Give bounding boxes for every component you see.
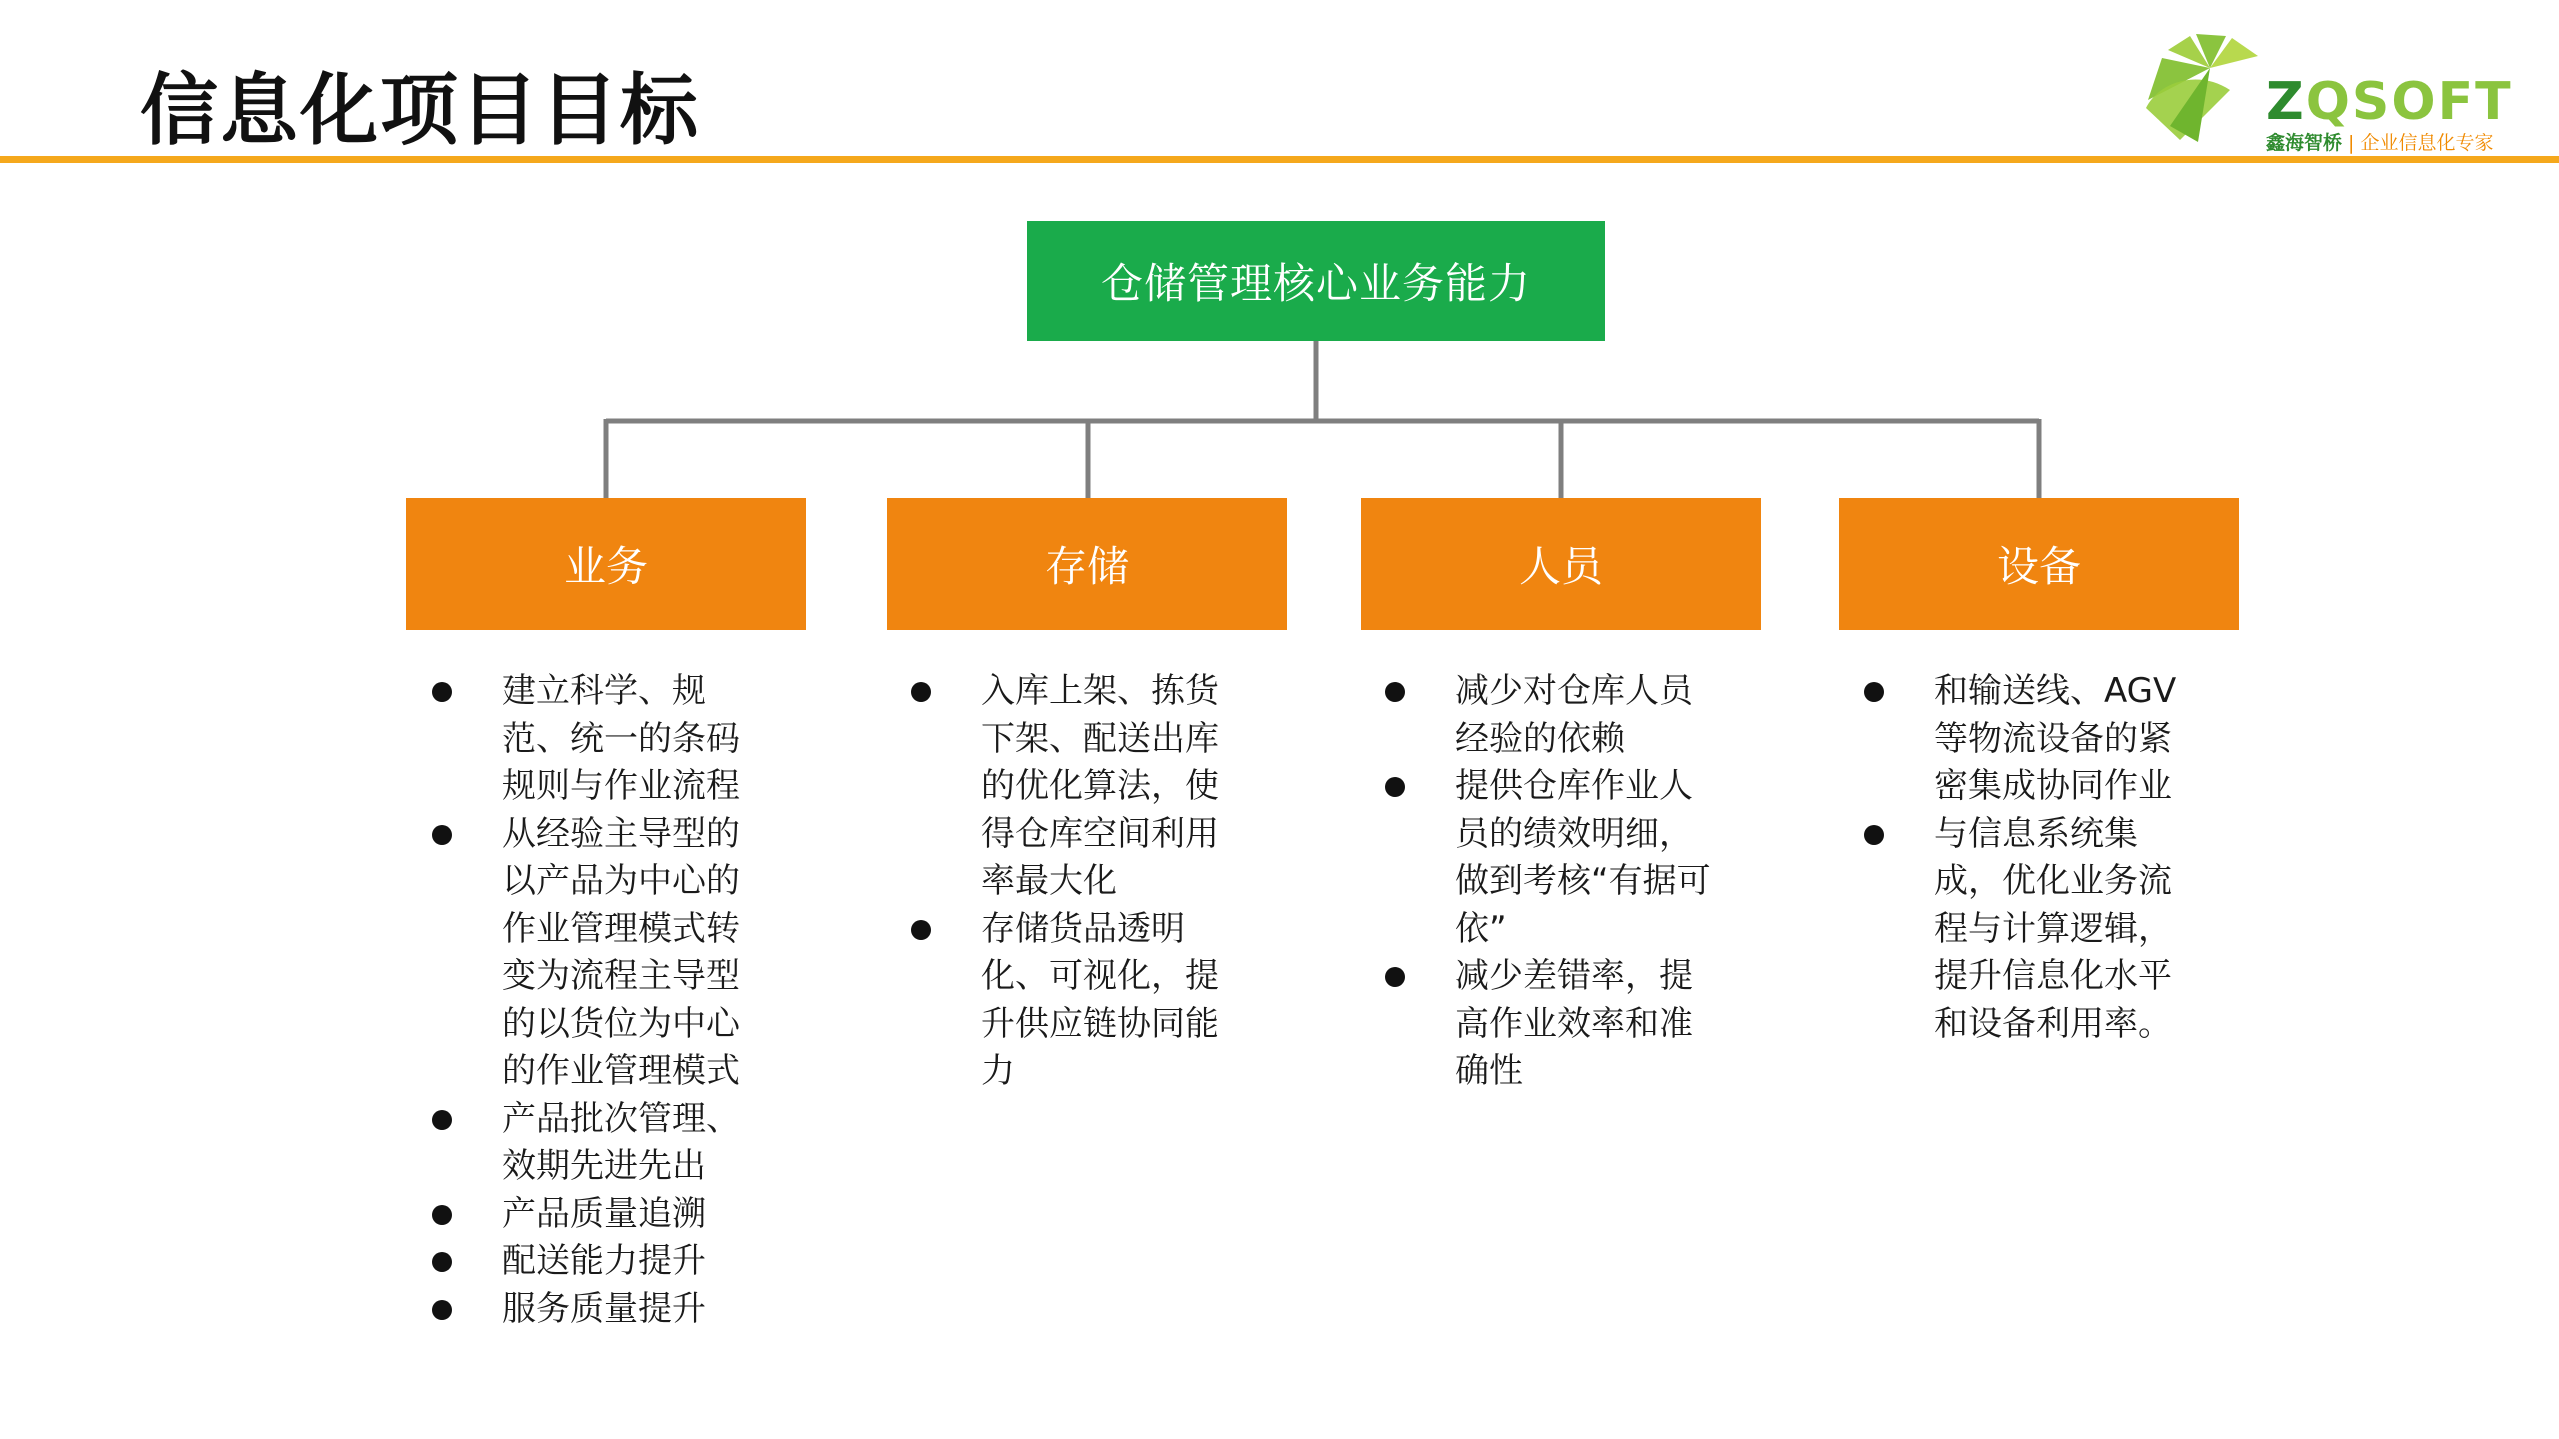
bullet-icon xyxy=(432,825,452,845)
storage-goals-list xyxy=(911,668,1241,1096)
list-item: 提供仓库作业人员的绩效明细，做到考核“有据可依” xyxy=(1385,763,1715,953)
list-item: 入库上架、拣货下架、配送出库的优化算法，使得仓库空间利用率最大化 xyxy=(911,668,1241,906)
list-item: 和输送线、AGV等物流设备的紧密集成协同作业 xyxy=(1864,668,2194,811)
list-item: 减少对仓库人员经验的依赖 xyxy=(1385,668,1715,763)
bullet-icon xyxy=(432,1252,452,1272)
category-node-business: 业务 xyxy=(406,498,806,630)
bullet-icon xyxy=(1864,825,1884,845)
bullet-icon xyxy=(911,682,931,702)
category-node-storage: 存储 xyxy=(887,498,1287,630)
list-item: 与信息系统集成，优化业务流程与计算逻辑，提升信息化水平和设备利用率。 xyxy=(1864,811,2194,1049)
list-item: 从经验主导型的以产品为中心的作业管理模式转变为流程主导型的以货位为中心的作业管理模式 xyxy=(432,811,762,1096)
list-item: 服务质量提升 xyxy=(432,1286,762,1334)
bullet-icon xyxy=(1864,682,1884,702)
bullet-icon xyxy=(1385,777,1405,797)
category-node-personnel: 人员 xyxy=(1361,498,1761,630)
list-item: 减少差错率，提高作业效率和准确性 xyxy=(1385,953,1715,1096)
bullet-icon xyxy=(432,1205,452,1225)
bullet-icon xyxy=(1385,682,1405,702)
list-item: 配送能力提升 xyxy=(432,1238,762,1286)
list-item: 存储货品透明化、可视化，提升供应链协同能力 xyxy=(911,906,1241,1096)
category-node-equipment: 设备 xyxy=(1839,498,2239,630)
page-title: 信息化项目目标 xyxy=(140,66,701,156)
logo-wordmark: ZQSOFT xyxy=(2266,72,2513,132)
logo-subtitle: 鑫海智桥 | 企业信息化专家 xyxy=(2266,132,2494,154)
bullet-icon xyxy=(432,1110,452,1130)
personnel-goals-list xyxy=(1385,668,1715,1096)
root-node: 仓储管理核心业务能力 xyxy=(1027,221,1605,341)
equipment-goals-list xyxy=(1864,668,2194,1048)
list-item: 建立科学、规范、统一的条码规则与作业流程 xyxy=(432,668,762,811)
list-item: 产品质量追溯 xyxy=(432,1191,762,1239)
list-item: 产品批次管理、效期先进先出 xyxy=(432,1096,762,1191)
bullet-icon xyxy=(432,682,452,702)
bullet-icon xyxy=(432,1300,452,1320)
business-goals-list xyxy=(432,668,762,1333)
bullet-icon xyxy=(911,920,931,940)
bullet-icon xyxy=(1385,967,1405,987)
